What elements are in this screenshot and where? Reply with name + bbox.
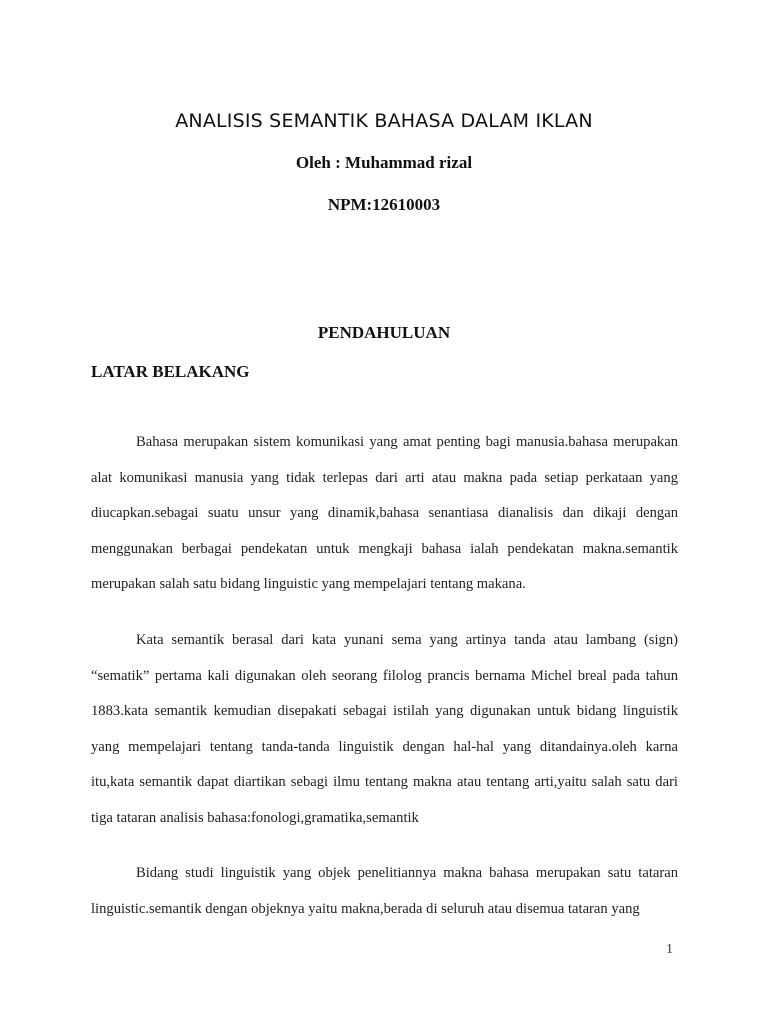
paragraph xyxy=(91,856,678,927)
paragraph-text: Bidang studi linguistik yang objek penelitiannya makna bahasa merupakan satu tataran linguistic.semantik dengan objeknya yaitu makna,berada di seluruh atau disemua tataran yang xyxy=(91,865,678,917)
paragraph xyxy=(91,425,678,603)
paragraph xyxy=(91,623,678,836)
section-title: PENDAHULUAN xyxy=(317,323,451,342)
subsection-title: LATAR BELAKANG xyxy=(91,362,250,381)
npm-line: NPM:12610003 xyxy=(327,195,441,214)
author-line: Oleh : Muhammad rizal xyxy=(295,153,473,172)
paragraph-text: Kata semantik berasal dari kata yunani sema yang artinya tanda atau lambang (sign) “sematik” pertama kali digunakan oleh seorang filolog prancis bernama Michel breal pada tahun 1883.kata semantik kemudian disepakati sebagai istilah yang digunakan untuk bidang linguistik yang mempelajari tentang tanda-tanda linguistik dengan hal-hal yang ditandainya.oleh karna itu,kata semantik dapat diartikan sebagi ilmu tentang makna atau tentang arti,yaitu salah satu dari tiga tataran analisis bahasa:fonologi,gramatika,semantik xyxy=(91,632,678,826)
document-title: ANALISIS SEMANTIK BAHASA DALAM IKLAN xyxy=(175,110,593,132)
paragraph-text: Bahasa merupakan sistem komunikasi yang amat penting bagi manusia.bahasa merupakan alat komunikasi manusia yang tidak terlepas dari arti atau makna pada setiap perkataan yang diucapkan.sebagai suatu unsur yang dinamik,bahasa senantiasa dianalisis dan dikaji dengan menggunakan berbagai pendekatan untuk mengkaji bahasa ialah pendekatan makna.semantik merupakan salah satu bidang linguistic yang mempelajari tentang makana. xyxy=(91,434,678,592)
page-number: 1 xyxy=(666,942,673,957)
